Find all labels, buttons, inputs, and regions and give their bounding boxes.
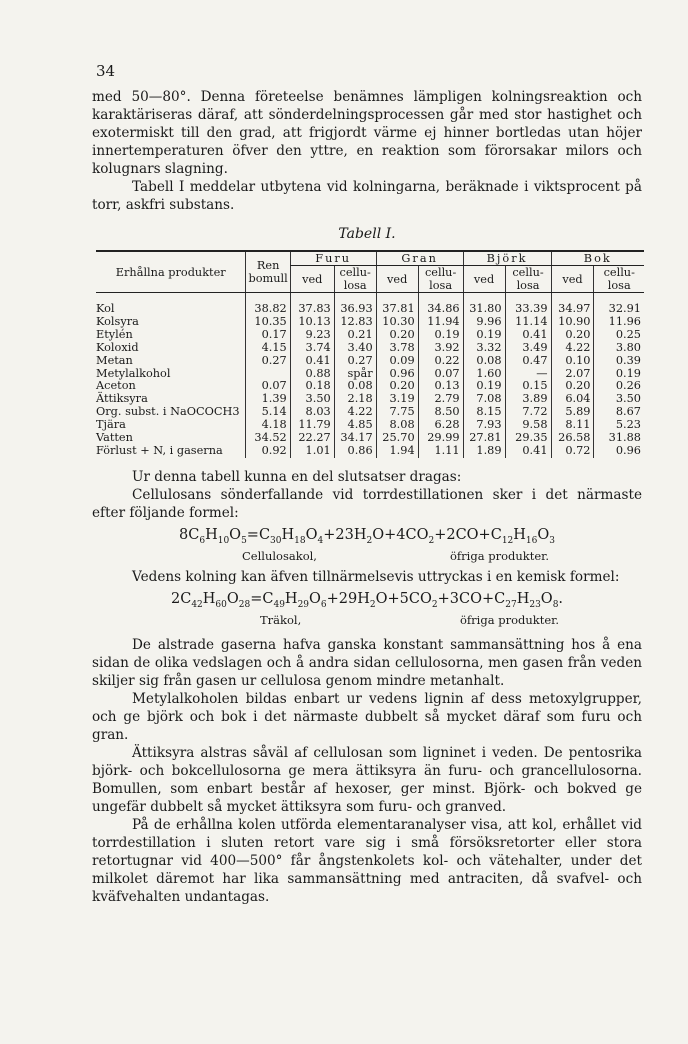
table-cell: 5.23 [594, 419, 644, 432]
table-cell: 1.11 [418, 445, 463, 458]
table-cell: 10.35 [246, 316, 290, 329]
table-cell: 7.93 [463, 419, 505, 432]
table-cell: 0.19 [418, 329, 463, 342]
table-row [96, 329, 644, 342]
table-cell: 0.10 [551, 355, 594, 368]
table-cell: 0.27 [246, 355, 290, 368]
table-row [96, 342, 644, 355]
table-cell: 0.39 [594, 355, 644, 368]
row-label: Kol [96, 302, 115, 315]
table-cell: 26.58 [551, 432, 594, 445]
table-cell: 0.21 [334, 329, 376, 342]
row-label: Koloxid [96, 340, 139, 354]
table-cell: 0.19 [463, 380, 505, 393]
paragraph-2: Tabell I meddelar utbytena vid kolningarna, beräknade i viktsprocent på torr, askfri substans. [92, 179, 642, 213]
table-cell: 0.96 [594, 445, 644, 458]
table-cell: 29.35 [505, 432, 551, 445]
table-cell: 0.96 [376, 368, 418, 381]
table-cell: 3.32 [463, 342, 505, 355]
table-cell: 37.83 [290, 293, 334, 316]
table-cell: 9.96 [463, 316, 505, 329]
paragraph-4: Cellulosans sönderfallande vid torrdestillationen sker i det närmaste efter följande formel: [92, 486, 642, 521]
table-cell: spår [334, 368, 376, 381]
header-bjork: Björk [463, 251, 551, 266]
table-cell: 3.74 [290, 342, 334, 355]
table-cell: 0.09 [376, 355, 418, 368]
row-label: Vatten [96, 431, 133, 445]
table-row [96, 355, 644, 368]
table-cell: 8.08 [376, 419, 418, 432]
row-label: Kolsyra [96, 314, 139, 328]
table-cell: 7.75 [376, 406, 418, 419]
header-cotton: Ren bomull [246, 251, 290, 293]
table-cell: 6.28 [418, 419, 463, 432]
formula-wood-notes [92, 614, 642, 628]
table-cell: 0.92 [246, 445, 290, 458]
table-cell: 10.13 [290, 316, 334, 329]
formula-note-left: Träkol, [260, 612, 302, 627]
paragraph-3: Ur denna tabell kunna en del slutsatser dragas: [132, 468, 462, 485]
table-cell: 7.08 [463, 393, 505, 406]
header-furu: Furu [290, 251, 376, 266]
table-cell: 0.19 [463, 329, 505, 342]
table-cell: 1.89 [463, 445, 505, 458]
header-ved: ved [463, 266, 505, 293]
paragraph-5: Vedens kolning kan äfven tillnärmelsevis uttryckas i en kemisk formel: [132, 568, 620, 585]
table-cell: 0.07 [246, 380, 290, 393]
table-cell: 0.08 [334, 380, 376, 393]
table-cell: 11.96 [594, 316, 644, 329]
table-cell: 32.91 [594, 293, 644, 316]
table-cell: 0.20 [551, 329, 594, 342]
table-cell: 29.99 [418, 432, 463, 445]
table-cell: 3.80 [594, 342, 644, 355]
table-cell: 11.14 [505, 316, 551, 329]
table-cell: 0.41 [505, 445, 551, 458]
table-cell: 11.94 [418, 316, 463, 329]
table-cell: 0.27 [334, 355, 376, 368]
table-cell: 8.67 [594, 406, 644, 419]
formula-cellulose-notes [92, 550, 642, 564]
page [92, 62, 642, 906]
table-cell: 4.85 [334, 419, 376, 432]
paragraph-6: De alstrade gaserna hafva ganska konstant sammansättning hos å ena sidan de olika vedslagen och å andra sidan cellulosorna, men gasen från veden skiljer sig från gasen ur cellulosa genom mindre metanhalt. [92, 636, 642, 689]
table-cell: 38.82 [246, 293, 290, 316]
table-cell: 0.19 [594, 368, 644, 381]
table-cell: 0.47 [505, 355, 551, 368]
row-label: Metan [96, 353, 133, 367]
table-cell: 11.79 [290, 419, 334, 432]
table-row [96, 293, 644, 316]
table-cell: 12.83 [334, 316, 376, 329]
row-label: Ättiksyra [96, 392, 148, 406]
table-cell: 1.01 [290, 445, 334, 458]
table-cell: 34.86 [418, 293, 463, 316]
table-cell: 5.14 [246, 406, 290, 419]
header-ved: ved [290, 266, 334, 293]
table-cell: 0.07 [418, 368, 463, 381]
table-cell: 37.81 [376, 293, 418, 316]
table-cell: 3.50 [290, 393, 334, 406]
table-row [96, 445, 644, 458]
table-cell: 0.15 [505, 380, 551, 393]
table-cell: 3.19 [376, 393, 418, 406]
table-cell: 36.93 [334, 293, 376, 316]
header-cellulosa: cellu-losa [334, 266, 376, 293]
table-cell: 4.22 [334, 406, 376, 419]
header-cellulosa: cellu-losa [594, 266, 644, 293]
table-cell: 27.81 [463, 432, 505, 445]
table-cell: 0.41 [290, 355, 334, 368]
table-cell: 3.49 [505, 342, 551, 355]
table-cell: 4.22 [551, 342, 594, 355]
table-cell: 3.40 [334, 342, 376, 355]
table-caption: Tabell I. [338, 226, 396, 242]
table-cell: 10.30 [376, 316, 418, 329]
header-bok: Bok [551, 251, 644, 266]
row-label: Förlust + N, i gaserna [96, 443, 223, 457]
table-cell: 0.86 [334, 445, 376, 458]
table-cell: 4.15 [246, 342, 290, 355]
table-cell: 0.17 [246, 329, 290, 342]
row-label: Etylén [96, 327, 133, 341]
paragraph-7: Metylalkoholen bildas enbart ur vedens lignin af dess metoxylgrupper, och ge björk och bok i det närmaste dubbelt så mycket däraf som furu och gran. [92, 690, 642, 743]
page-number: 34 [96, 62, 116, 80]
header-ved: ved [376, 266, 418, 293]
header-ved: ved [551, 266, 594, 293]
table-cell: 5.89 [551, 406, 594, 419]
table-cell: 2.79 [418, 393, 463, 406]
formula-wood: $2C_{42}H_{60}O_{28}=C_{49}H_{29}O_6+29H_2O+5CO_2+3CO+C_{27}H_{23}O_8$. [170, 590, 564, 610]
table-cell: 33.39 [505, 293, 551, 316]
table-cell: 10.90 [551, 316, 594, 329]
table-cell: 31.88 [594, 432, 644, 445]
table-cell: 0.20 [376, 329, 418, 342]
formula-note-left: Cellulosakol, [242, 548, 317, 563]
table-cell: 3.50 [594, 393, 644, 406]
table-row [96, 316, 644, 329]
table-cell: 0.88 [290, 368, 334, 381]
formula-note-right: öfriga produkter. [450, 548, 550, 563]
table-cell: 0.22 [418, 355, 463, 368]
table-cell: 9.58 [505, 419, 551, 432]
table-cell: 1.39 [246, 393, 290, 406]
header-gran: Gran [376, 251, 463, 266]
table-cell: 22.27 [290, 432, 334, 445]
table-cell: 0.25 [594, 329, 644, 342]
paragraph-8: Ättiksyra alstras såväl af cellulosan som ligninet i veden. De pentosrika björk- och bokcellulosorna ge mera ättiksyra än furu- och grancellulosorna. Bomullen, som enbart består af hexoser, ger minst. Björk- och bokved ge ungefär dubbelt så mycket ättiksyra som furu- och granved. [92, 744, 642, 815]
formula-cellulose: $8C_6H_{10}O_5=C_{30}H_{18}O_4+23H_2O+4CO_2+2CO+C_{12}H_{16}O_3$ [178, 526, 555, 546]
table-cell: 0.08 [463, 355, 505, 368]
table-cell: 3.78 [376, 342, 418, 355]
table-cell: 2.07 [551, 368, 594, 381]
table-cell: — [505, 368, 551, 381]
paragraph-1: med 50—80°. Denna företeelse benämnes lämpligen kolningsreaktion och karaktäriseras däraf, att sönderdelningsprocessen går med stor hastighet och exotermiskt till den grad, att frigjordt värme ej hinner bortledas utan höjer innertemperaturen öfver den yttre, en reaktion som förorsakar milors och kolugnars slagning. [92, 89, 642, 177]
yield-table [96, 250, 644, 458]
table-cell: 0.18 [290, 380, 334, 393]
table-cell: 0.41 [505, 329, 551, 342]
header-products: Erhållna produkter [96, 251, 246, 293]
formula-note-right: öfriga produkter. [460, 612, 560, 627]
table-cell: 1.94 [376, 445, 418, 458]
table-cell: 0.26 [594, 380, 644, 393]
table-cell: 6.04 [551, 393, 594, 406]
table-cell: 7.72 [505, 406, 551, 419]
table-cell: 0.72 [551, 445, 594, 458]
row-label: Aceton [96, 379, 136, 393]
table-cell: 8.11 [551, 419, 594, 432]
table-cell: 8.50 [418, 406, 463, 419]
table-cell: 0.20 [551, 380, 594, 393]
paragraph-9: På de erhållna kolen utförda elementaranalyser visa, att kol, erhållet vid torrdestillation i sluten retort vare sig i små försöksretorter eller stora retortugnar vid 400—500° får ångstenkolets kol- och vätehalter, under det milkolet däremot har lika sammansättning med antraciten, då svafvel- och kväfvehalten undantagas. [92, 816, 642, 905]
table-cell: 4.18 [246, 419, 290, 432]
table-cell: 9.23 [290, 329, 334, 342]
row-label: Metylalkohol [96, 366, 171, 380]
table-cell: 34.52 [246, 432, 290, 445]
table-cell: 3.89 [505, 393, 551, 406]
table-cell: 3.92 [418, 342, 463, 355]
table-cell: 2.18 [334, 393, 376, 406]
header-cellulosa: cellu-losa [418, 266, 463, 293]
table-cell: 31.80 [463, 293, 505, 316]
table-cell: 1.60 [463, 368, 505, 381]
row-label: Tjära [96, 418, 126, 432]
row-label: Org. subst. i NaOCOCH3 [96, 405, 240, 419]
table-cell: 0.20 [376, 380, 418, 393]
table-cell: 34.17 [334, 432, 376, 445]
table-cell: 25.70 [376, 432, 418, 445]
table-cell: 8.03 [290, 406, 334, 419]
table-cell: 34.97 [551, 293, 594, 316]
header-cellulosa: cellu-losa [505, 266, 551, 293]
table-cell: 0.13 [418, 380, 463, 393]
table-cell: 8.15 [463, 406, 505, 419]
